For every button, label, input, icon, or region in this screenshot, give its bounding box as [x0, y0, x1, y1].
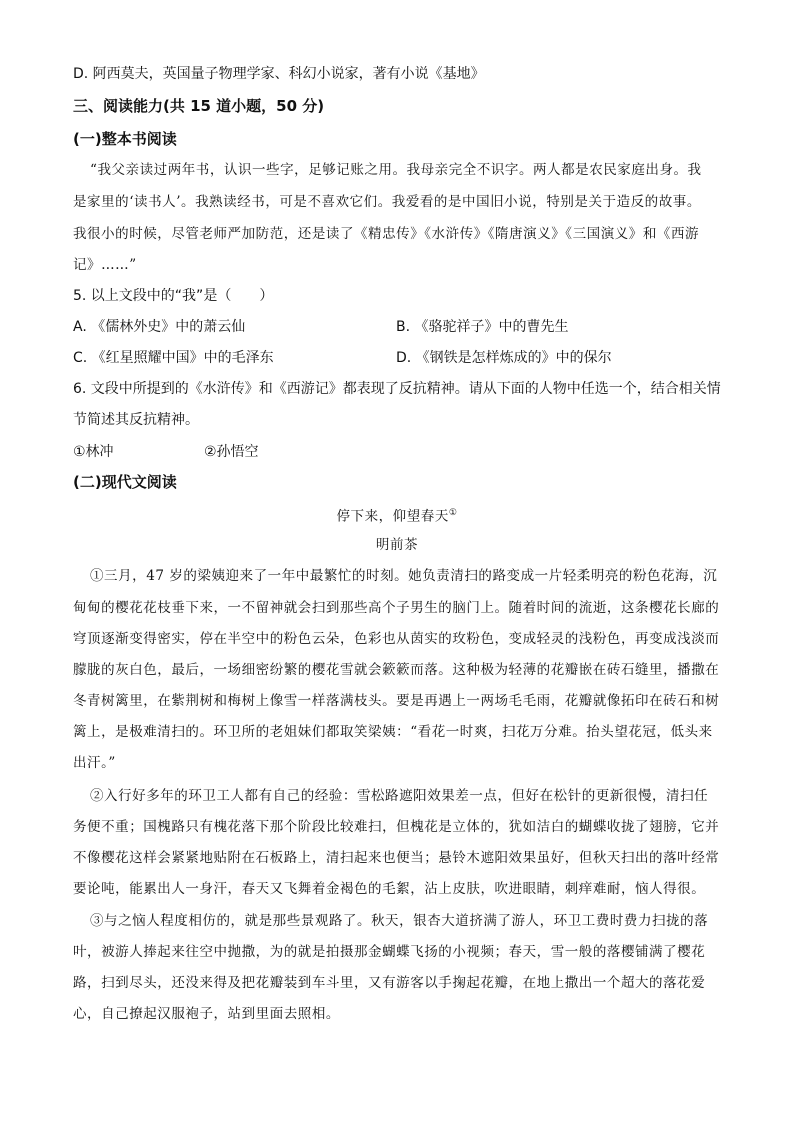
- excerpt-line: 是家里的‘读书人’。我熟读经书，可是不喜欢它们。我爱看的是中国旧小说，特别是关于造反的故事。: [73, 194, 701, 210]
- excerpt-line: 我很小的时候，尽管老师严加防范，还是读了《精忠传》《水浒传》《隋唐演义》《三国演义》和《西游: [73, 226, 700, 242]
- article-line: 甸甸的樱花花枝垂下来，一不留神就会扫到那些高个子男生的脑门上。随着时间的流逝，这条樱花长廊的: [73, 600, 720, 616]
- article-title: 停下来，仰望春天: [336, 508, 449, 525]
- option-d-line: D. 阿西莫夫，英国量子物理学家、科幻小说家，著有小说《基地》: [73, 66, 485, 82]
- article-line: 出汗。”: [73, 755, 116, 771]
- question-5-stem: 5. 以上文段中的“我”是（ ）: [73, 288, 274, 304]
- section-3-title: 三、阅读能力(共 15 道小题，50 分): [73, 97, 325, 115]
- question-5-option-d: D. 《钢铁是怎样炼成的》中的保尔: [396, 350, 612, 366]
- article-line: 叶，被游人捧起来往空中抛撒，为的就是拍摄那金蝴蝶飞扬的小视频；春天，雪一般的落樱铺满了樱花: [73, 944, 706, 960]
- question-5-option-c: C. 《红星照耀中国》中的毛泽东: [73, 350, 274, 366]
- question-5-option-a: A. 《儒林外史》中的萧云仙: [73, 319, 246, 335]
- article-line: 冬青树篱里，在紫荆树和梅树上像雪一样落满枝头。要是再遇上一两场毛毛雨，花瓣就像拓印在砖石和树: [73, 693, 720, 709]
- excerpt-line: “我父亲读过两年书，认识一些字，足够记账之用。我母亲完全不识字。两人都是农民家庭出身。我: [90, 162, 702, 178]
- article-line: ①三月，47 岁的梁姨迎来了一年中最繁忙的时刻。她负责清扫的路变成一片轻柔明亮的粉色花海，沉: [90, 568, 718, 584]
- article-line: ②入行好多年的环卫工人都有自己的经验：雪松路遮阳效果差一点，但好在松针的更新很慢，清扫任: [90, 788, 709, 804]
- article-line: 穹顶逐渐变得密实，停在半空中的粉色云朵，色彩也从茵实的玫粉色，变成轻灵的浅粉色，再变成浅淡而: [73, 631, 720, 647]
- article-line: 路，扫到尽头，还没来得及把花瓣装到车斗里，又有游客以手掬起花瓣，在地上撒出一个超大的落花爱: [73, 975, 706, 991]
- question-6-option-2: ②孙悟空: [204, 444, 259, 460]
- article-title-note: ①: [448, 508, 458, 518]
- article-line: ③与之恼人程度相仿的，就是那些景观路了。秋天，银杏大道挤满了游人，环卫工费时费力扫拢的落: [90, 913, 709, 929]
- article-line: 篱上，是极难清扫的。环卫所的老姐妹们都取笑梁姨：“看花一时爽，扫花万分难。抬头望花冠，低头来: [73, 724, 713, 740]
- article-line: 不像樱花这样会紧紧地贴附在石板路上，清扫起来也便当；悬铃木遮阳效果虽好，但秋天扫出的落叶经常: [73, 850, 720, 866]
- article-line: 要论吨，能累出人一身汗，春天又飞舞着金褐色的毛絮，沾上皮肤，吹进眼睛，刺痒难耐，恼人得很。: [73, 881, 706, 897]
- part-2-title: (二)现代文阅读: [73, 473, 177, 491]
- question-5-option-b: B. 《骆驼祥子》中的曹先生: [396, 319, 569, 335]
- article-title-line: [0, 503, 794, 527]
- excerpt-line: 记》……”: [73, 257, 137, 273]
- article-line: 心，自己撩起汉服袍子，站到里面去照相。: [73, 1006, 340, 1022]
- question-6-line-2: 节简述其反抗精神。: [73, 412, 199, 428]
- part-1-title: (一)整本书阅读: [73, 130, 177, 148]
- article-line: 朦胧的灰白色，最后，一场细密纷繁的樱花雪就会簌簌而落。这种极为轻薄的花瓣嵌在砖石缝里，播撒在: [73, 662, 720, 678]
- question-6-line-1: 6. 文段中所提到的《水浒传》和《西游记》都表现了反抗精神。请从下面的人物中任选一个，结合相关情: [73, 381, 721, 397]
- article-author: 明前茶: [375, 537, 419, 553]
- article-line: 务便不重；国槐路只有槐花落下那个阶段比较难扫，但槐花是立体的，犹如洁白的蝴蝶收拢了翅膀，它并: [73, 819, 720, 835]
- question-6-option-1: ①林冲: [73, 444, 114, 460]
